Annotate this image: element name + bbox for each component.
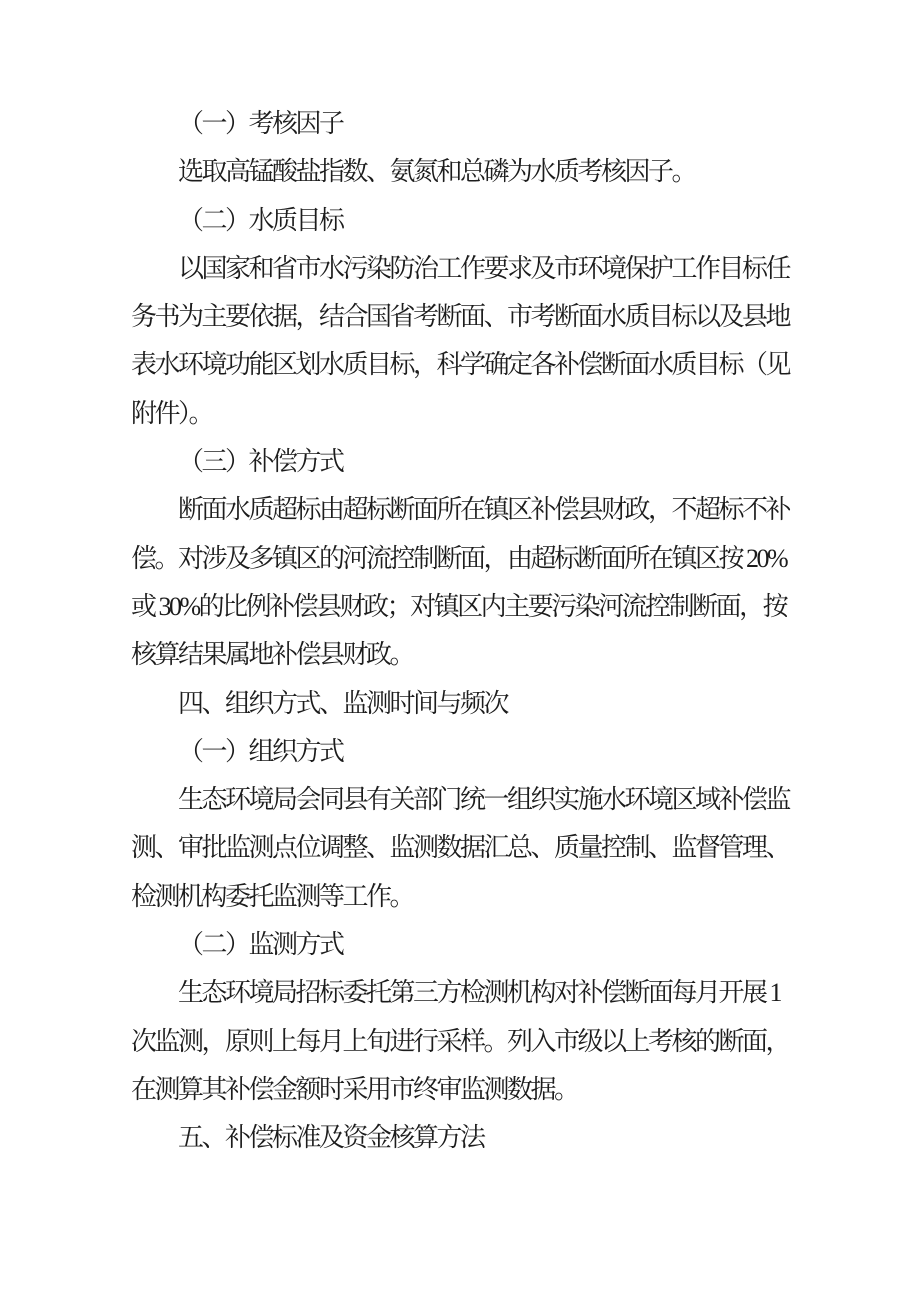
section-heading: 五、补偿标准及资金核算方法	[178, 1123, 484, 1153]
section-heading: （三）补偿方式	[178, 447, 343, 477]
section-heading: （一）组织方式	[178, 736, 343, 766]
section-heading: （二）水质目标	[178, 205, 343, 235]
body-line: 在测算其补偿金额时采用市终审监测数据。	[131, 1074, 578, 1104]
body-line: 或 30%的比例补偿县财政；对镇区内主要污染河流控制断面，按	[131, 591, 787, 621]
body-line: 生态环境局会同县有关部门统一组织实施水环境区域补偿监	[178, 785, 790, 815]
body-line: 选取高锰酸盐指数、氨氮和总磷为水质考核因子。	[178, 157, 696, 187]
document-body	[131, 100, 811, 1163]
body-line: 测、审批监测点位调整、监测数据汇总、质量控制、监督管理、	[131, 833, 790, 863]
body-line: 检测机构委托监测等工作。	[131, 881, 414, 911]
body-line: 断面水质超标由超标断面所在镇区补偿县财政，不超标不补	[178, 495, 790, 525]
section-heading: （一）考核因子	[178, 109, 343, 138]
body-line: 偿。对涉及多镇区的河流控制断面，由超标断面所在镇区按 20%	[131, 543, 787, 573]
section-heading: （二）监测方式	[178, 930, 343, 960]
body-line: 以国家和省市水污染防治工作要求及市环境保护工作目标任	[178, 253, 790, 283]
body-line: 生态环境局招标委托第三方检测机构对补偿断面每月开展 1	[178, 978, 781, 1008]
body-line: 附件）。	[131, 398, 213, 428]
section-heading: 四、组织方式、监测时间与频次	[178, 688, 508, 718]
body-line: 务书为主要依据，结合国省考断面、市考断面水质目标以及县地	[131, 302, 790, 332]
body-line: 核算结果属地补偿县财政。	[131, 640, 414, 670]
body-line: 次监测，原则上每月上旬进行采样。列入市级以上考核的断面，	[131, 1026, 790, 1056]
body-line: 表水环境功能区划水质目标，科学确定各补偿断面水质目标（见	[131, 350, 790, 380]
